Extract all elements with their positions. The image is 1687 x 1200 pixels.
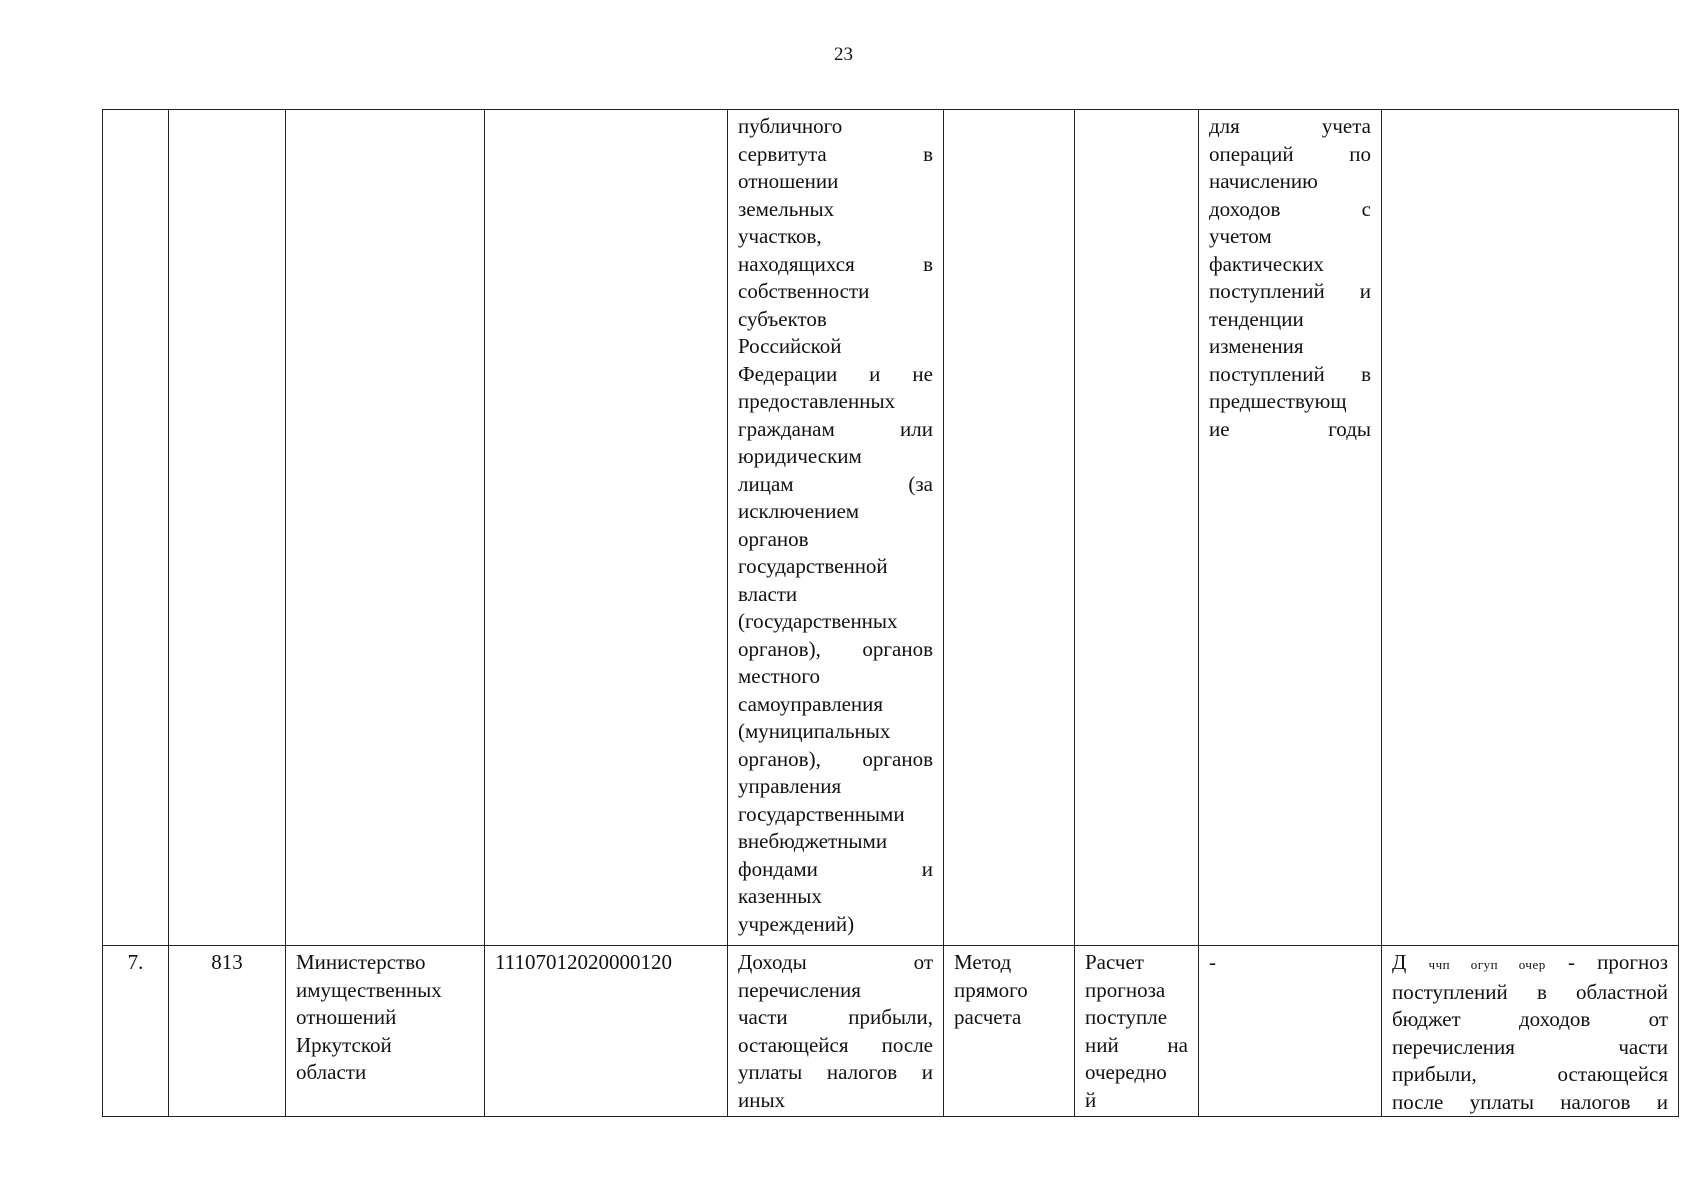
cell-calc-description: [1075, 946, 1199, 1117]
calc-line: ний на: [1085, 1032, 1188, 1057]
formula-description-first: - прогноз: [1567, 950, 1668, 974]
income-name-line: (государственных: [738, 609, 898, 633]
method-notes-line: учетом: [1209, 224, 1272, 248]
method-notes-line: для учета: [1209, 114, 1371, 138]
income-name-line: органов), органов: [738, 636, 933, 661]
formula-description-line: перечисления части: [1392, 1034, 1668, 1059]
income-name-line: учреждений): [738, 911, 855, 936]
administrator-line: отношений: [296, 1005, 397, 1029]
method-notes-line: операций по: [1209, 141, 1371, 166]
income-name-line: иных: [738, 1087, 786, 1112]
calc-line: прогноза: [1085, 977, 1166, 1002]
income-name-line: государственными: [738, 801, 905, 826]
cell-notes: -: [1199, 946, 1382, 1117]
income-name-line: сервитута в: [738, 141, 933, 166]
income-name-line: органов), органов: [738, 746, 933, 771]
formula-description-line: поступлений в областной: [1392, 979, 1668, 1004]
method-notes-line: предшествующ: [1209, 389, 1347, 413]
administrator-line: области: [296, 1060, 367, 1084]
cell-code-empty: [169, 110, 286, 946]
income-name-line: местного: [738, 664, 820, 688]
income-name-line: Федерации и не: [738, 361, 933, 386]
cell-kbk-empty: [485, 110, 728, 946]
formula-first-line: [1392, 949, 1668, 979]
cell-administrator-empty: [286, 110, 485, 946]
income-name-line: самоуправления: [738, 691, 884, 716]
cell-kbk: 11107012020000120: [485, 946, 728, 1117]
income-name-line: участков,: [738, 224, 822, 248]
income-name-line: уплаты налогов и: [738, 1060, 933, 1084]
income-name-line: (муниципальных: [738, 719, 891, 743]
method-notes-line: поступлений и: [1209, 279, 1371, 303]
income-forecast-table: [102, 109, 1679, 1117]
cell-forecast-method: [944, 946, 1075, 1117]
income-name-line: находящихся в: [738, 251, 933, 276]
income-name-line: внебюджетными: [738, 829, 888, 853]
cell-method-empty: [944, 110, 1075, 946]
calc-line: Расчет: [1085, 950, 1144, 974]
income-name-line: остающейся после: [738, 1032, 933, 1057]
method-notes-line: поступлений в: [1209, 361, 1371, 386]
calc-line: й: [1085, 1087, 1097, 1112]
cell-administrator: [286, 946, 485, 1117]
cell-calc-empty: [1075, 110, 1199, 946]
cell-income-name-continuation: [728, 110, 944, 946]
cell-income-name: [728, 946, 944, 1117]
income-name-line: исключением: [738, 499, 860, 523]
income-name-line: казенных: [738, 884, 822, 908]
method-line: Метод: [954, 950, 1012, 974]
method-notes-line: тенденции: [1209, 306, 1304, 331]
method-notes-line: ие годы: [1209, 416, 1371, 441]
income-name-line: органов: [738, 526, 809, 551]
income-name-line: субъектов: [738, 306, 827, 331]
method-line: прямого: [954, 977, 1028, 1002]
formula-description-line: после уплаты налогов и: [1392, 1089, 1668, 1114]
cell-formula: [1382, 946, 1679, 1117]
income-name-line: лицам (за: [738, 471, 933, 496]
income-name-line: предоставленных: [738, 389, 896, 413]
formula-description-line: бюджет доходов от: [1392, 1007, 1668, 1031]
formula-symbol: Д: [1392, 950, 1407, 974]
method-line: расчета: [954, 1005, 1022, 1029]
cell-admin-code: 813: [169, 946, 286, 1117]
administrator-line: Министерство: [296, 950, 426, 974]
cell-method-notes-continuation: [1199, 110, 1382, 946]
income-name-line: государственной: [738, 554, 888, 578]
income-name-line: власти: [738, 581, 798, 606]
income-name-line: управления: [738, 774, 842, 798]
cell-index-empty: [103, 110, 169, 946]
administrator-line: Иркутской: [296, 1032, 392, 1057]
formula-description-line: прибыли, остающейся: [1392, 1062, 1668, 1086]
cell-row-index: 7.: [103, 946, 169, 1117]
income-name-line: перечисления: [738, 977, 861, 1002]
table-row-7: [103, 946, 1679, 1117]
income-name-line: земельных: [738, 196, 835, 221]
calc-line: поступле: [1085, 1005, 1168, 1029]
income-name-line: юридическим: [738, 444, 862, 468]
method-notes-line: доходов с: [1209, 196, 1371, 221]
income-name-line: собственности: [738, 279, 870, 303]
income-name-line: гражданам или: [738, 416, 933, 441]
method-notes-line: начислению: [1209, 169, 1318, 193]
income-name-line: Российской: [738, 334, 842, 358]
method-notes-line: фактических: [1209, 251, 1324, 276]
income-name-line: части прибыли,: [738, 1005, 933, 1029]
income-name-line: публичного: [738, 114, 843, 138]
page-number: 23: [834, 44, 853, 65]
method-notes-line: изменения: [1209, 334, 1304, 358]
administrator-line: имущественных: [296, 977, 442, 1002]
formula-subscript: ччп огуп очер: [1428, 957, 1546, 972]
calc-line: очередно: [1085, 1060, 1167, 1084]
income-name-line: фондами и: [738, 856, 933, 881]
table-row-continuation: [103, 110, 1679, 946]
cell-formula-empty: [1382, 110, 1679, 946]
income-name-line: Доходы от: [738, 950, 933, 974]
income-name-line: отношении: [738, 169, 839, 193]
